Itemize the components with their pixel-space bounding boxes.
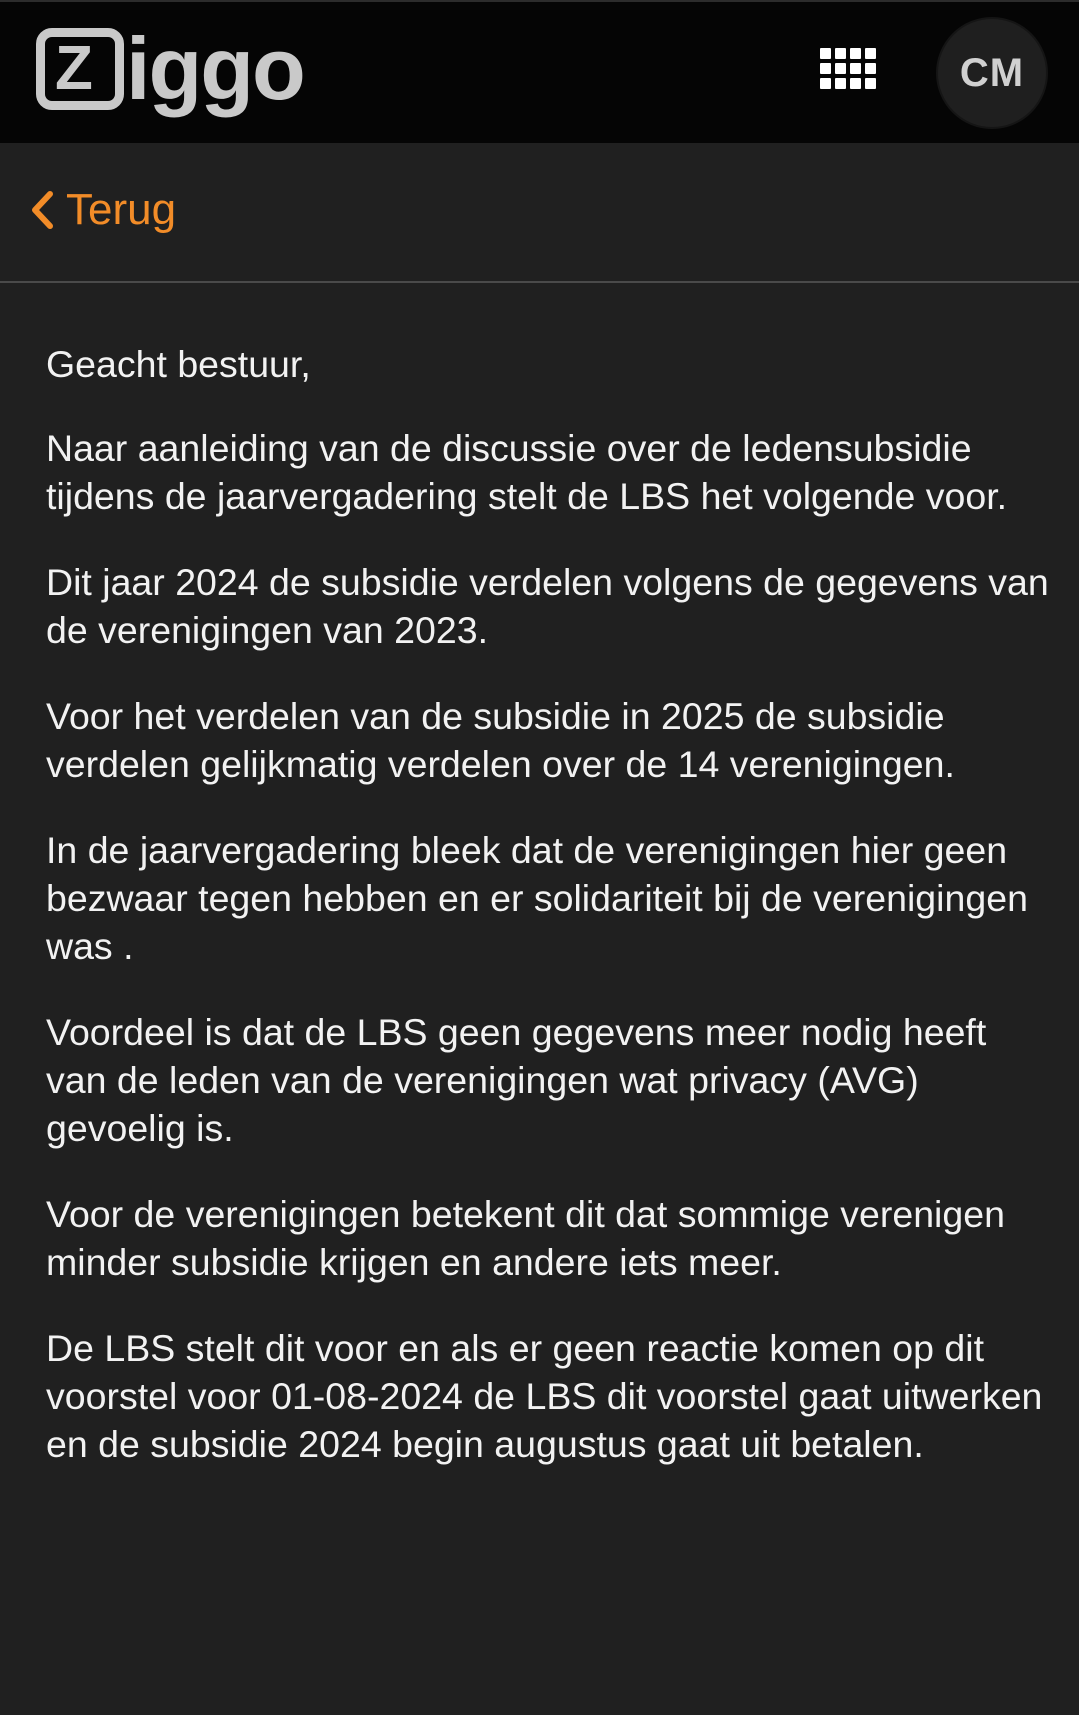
chevron-left-icon [30,190,54,230]
message-paragraph: In de jaarvergadering bleek dat de verenigingen hier geen bezwaar tegen hebben en er solidariteit bij de verenigingen was . [46,829,1028,967]
message-paragraph: Voor de verenigingen betekent dit dat sommige verenigen minder subsidie krijgen en andere iets meer. [46,1193,1005,1283]
ziggo-logo[interactable] [36,19,304,118]
message-body [46,340,1056,1506]
logo-box-letter: Z [55,34,93,103]
avatar[interactable]: CM [936,17,1048,129]
back-button[interactable] [30,185,176,235]
message-paragraph: De LBS stelt dit voor en als er geen reactie komen op dit voorstel voor 01-08-2024 de LBS dit voorstel gaat uitwerken en de subsidie 2024 begin augustus gaat uit betalen. [46,1327,1043,1465]
top-bar [0,0,1079,143]
back-bar [0,143,1079,283]
logo-text: iggo [126,19,304,118]
message-paragraph: Dit jaar 2024 de subsidie verdelen volgens de gegevens van de verenigingen van 2023. [46,561,1049,651]
logo-box [36,28,124,110]
message-paragraph: Voordeel is dat de LBS geen gegevens meer nodig heeft van de leden van de verenigingen wat privacy (AVG) gevoelig is. [46,1011,987,1149]
back-label: Terug [66,185,177,234]
apps-grid-icon[interactable] [820,48,876,94]
message-paragraph: Voor het verdelen van de subsidie in 2025 de subsidie verdelen gelijkmatig verdelen over de 14 verenigingen. [46,695,955,785]
message-salutation: Geacht bestuur, [46,343,311,385]
message-paragraph: Naar aanleiding van de discussie over de ledensubsidie tijdens de jaarvergadering stelt de LBS het volgende voor. [46,427,1008,517]
